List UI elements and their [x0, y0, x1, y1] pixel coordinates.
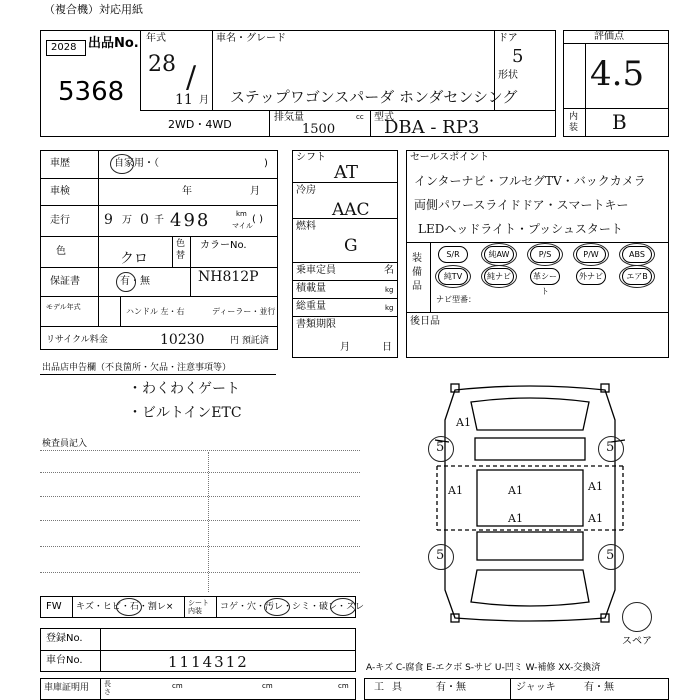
gross-unit: kg: [385, 304, 394, 312]
length-label: 長さ: [104, 680, 111, 696]
history-close: ): [264, 158, 268, 169]
recycle-value: 10230: [160, 332, 205, 348]
equip-ps: P/S: [530, 246, 560, 263]
damage-mark-6: A1: [508, 512, 523, 525]
warranty-label: 保証書: [50, 276, 80, 287]
shape-label: 形状: [498, 70, 518, 81]
cm-unit-3: cm: [338, 682, 349, 690]
color-change-label: 色替: [176, 239, 186, 261]
interior-value: B: [612, 110, 627, 134]
tools-options: 有・無: [436, 682, 466, 693]
score-label: 評価点: [594, 31, 624, 42]
year-slash: /: [186, 60, 197, 95]
equip-sr: S/R: [438, 246, 468, 263]
mileage-10k: 9: [104, 212, 113, 228]
cm-unit-1: cm: [172, 682, 183, 690]
dealer-label: ディーラー・並行: [212, 307, 276, 316]
door-label: ドア: [498, 33, 518, 44]
mileage-1k: 0: [140, 212, 149, 228]
sales-line-2: 両側パワースライドドア・スマートキー: [414, 198, 629, 212]
km-unit: km: [236, 210, 247, 218]
damage-mark-5: A1: [588, 512, 603, 525]
circle-tv: [435, 265, 471, 288]
period-day: 日: [382, 342, 392, 353]
car-diagram: [415, 380, 645, 625]
interior-label: 内装: [569, 112, 579, 133]
capacity-unit: 名: [384, 265, 394, 276]
document-period-label: 書類期限: [296, 319, 336, 330]
mileage-rest: 498: [170, 210, 211, 231]
damage-legend: A-キズ C-腐食 E-エクボ S-サビ U-凹ミ W-補修 XX-交換済: [366, 663, 601, 673]
ac-label: 冷房: [296, 185, 316, 196]
sales-line-3: LEDヘッドライト・プッシュスタート: [418, 222, 623, 236]
year-label: 年式: [146, 33, 166, 44]
color-label: 色: [56, 246, 66, 257]
inspection-label: 車検: [50, 186, 70, 197]
inspection-year: 年: [182, 186, 192, 197]
history-circle: [110, 154, 134, 174]
capacity-label: 乗車定員: [296, 265, 336, 276]
lot-tag: 2028: [51, 42, 77, 53]
jack-label: ジャッキ: [516, 682, 556, 693]
month-unit: 月: [199, 95, 209, 106]
equip-pw: P/W: [576, 246, 606, 263]
sales-line-1: インターナビ・フルセグTV・バックカメラ: [414, 174, 646, 188]
inspector-label: 検査員記入: [42, 439, 88, 449]
handle-label: ハンドル 左・右: [126, 307, 185, 316]
model-value: DBA - RP3: [384, 117, 480, 138]
displacement-label: 排気量: [274, 112, 304, 123]
rear-items-label: 後日品: [410, 316, 440, 327]
navi-model-label: ナビ型番：: [436, 295, 476, 304]
fuel-label: 燃料: [296, 221, 316, 232]
load-label: 積載量: [296, 283, 326, 294]
sales-point-label: セールスポイント: [410, 152, 490, 163]
period-month: 月: [340, 342, 350, 353]
car-name-label: 車名・グレード: [216, 33, 286, 44]
load-unit: kg: [385, 286, 394, 294]
shift-label: シフト: [296, 152, 326, 163]
damage-mark-4: A1: [588, 480, 603, 493]
equip-alloy: 純AW: [484, 246, 514, 263]
damage-mark-2: A1: [448, 484, 463, 497]
month-value: 11: [175, 92, 193, 108]
mileage-label: 走行: [50, 215, 70, 226]
chassis-label: 車台No.: [46, 655, 83, 666]
tools-label: 工具: [374, 682, 410, 693]
garage-label: 車庫証明用: [44, 683, 90, 693]
displacement-value: 1500: [302, 122, 336, 137]
model-year-label: モデル年式: [46, 303, 81, 311]
mile-unit: マイル: [232, 222, 253, 230]
tire-rear-left-value: 5: [436, 548, 445, 563]
spare-label: スペア: [622, 636, 652, 647]
circle-pw: [573, 243, 609, 266]
tire-front-right-value: 5: [606, 440, 615, 455]
circle-ps: [527, 243, 563, 266]
recycle-unit: 円 預託済: [230, 336, 269, 346]
model-label: 型式: [374, 112, 394, 123]
seat-circle-1: [264, 598, 290, 616]
equip-abs: ABS: [622, 246, 652, 263]
gross-label: 総重量: [296, 301, 326, 312]
mileage-paren: ( ): [252, 214, 263, 225]
chassis-value: 1114312: [168, 653, 249, 671]
top-notice: （複合機）対応用紙: [44, 3, 143, 16]
fuel-value: G: [344, 236, 358, 256]
circle-navi: [481, 265, 517, 288]
history-options: 自家用・（: [114, 158, 159, 169]
equip-tv: 純TV: [438, 268, 468, 285]
spare-tire-circle: [622, 602, 652, 632]
damage-mark-1: A1: [456, 416, 471, 429]
fw-circle: [116, 598, 142, 616]
shift-value: AT: [334, 162, 359, 183]
car-name-value: ステップワゴンスパーダ ホンダセンシング: [230, 88, 518, 106]
warranty-circle: [116, 272, 136, 292]
ac-value: AAC: [332, 200, 370, 220]
history-label: 車歴: [50, 158, 70, 169]
circle-abs: [619, 243, 655, 266]
score-value: 4.5: [590, 54, 645, 94]
equip-ext-navi: 外ナビ: [576, 268, 606, 285]
circle-alloy: [481, 243, 517, 266]
lot-label: 出品No.: [88, 36, 139, 51]
registration-label: 登録No.: [46, 633, 83, 644]
drive-type: 2WD・4WD: [168, 118, 232, 131]
equipment-label: 装備品: [412, 253, 422, 292]
cc-unit: cc: [356, 113, 364, 121]
equip-navi: 純ナビ: [484, 268, 514, 285]
lot-number: 5368: [58, 77, 125, 107]
equip-airbag: エアB: [622, 268, 652, 285]
damage-mark-3: A1: [508, 484, 523, 497]
color-no-value: NH812P: [198, 269, 259, 285]
tire-rear-right-value: 5: [606, 548, 615, 563]
tire-front-left-value: 5: [436, 440, 445, 455]
declaration-line-1: ・わくわくゲート: [128, 381, 240, 397]
seat-label: シート内装: [188, 599, 209, 615]
seat-items: コゲ・穴・汚レ・シミ・破レ・スレ: [220, 602, 365, 612]
mileage-man: 万: [122, 215, 132, 226]
door-value: 5: [512, 46, 524, 67]
equip-leather: 革シート: [530, 268, 560, 285]
declaration-line-2: ・ビルトインETC: [128, 405, 242, 421]
circle-airbag: [619, 265, 655, 288]
inspection-month: 月: [250, 186, 260, 197]
seat-circle-2: [330, 598, 356, 616]
mileage-sen: 千: [154, 215, 164, 226]
year-value: 28: [148, 52, 176, 77]
recycle-label: リサイクル料金: [46, 335, 108, 345]
declaration-label: 出品店申告欄（不良箇所・欠品・注意事項等）: [42, 363, 232, 373]
color-no-label: カラーNo.: [200, 240, 247, 251]
fw-items: キズ・ヒビ・石・割レ×: [76, 602, 174, 612]
fw-label: FW: [46, 601, 62, 612]
cm-unit-2: cm: [262, 682, 273, 690]
color-value: クロ: [120, 251, 148, 267]
warranty-options: 有・無: [120, 276, 150, 287]
jack-options: 有・無: [584, 682, 614, 693]
